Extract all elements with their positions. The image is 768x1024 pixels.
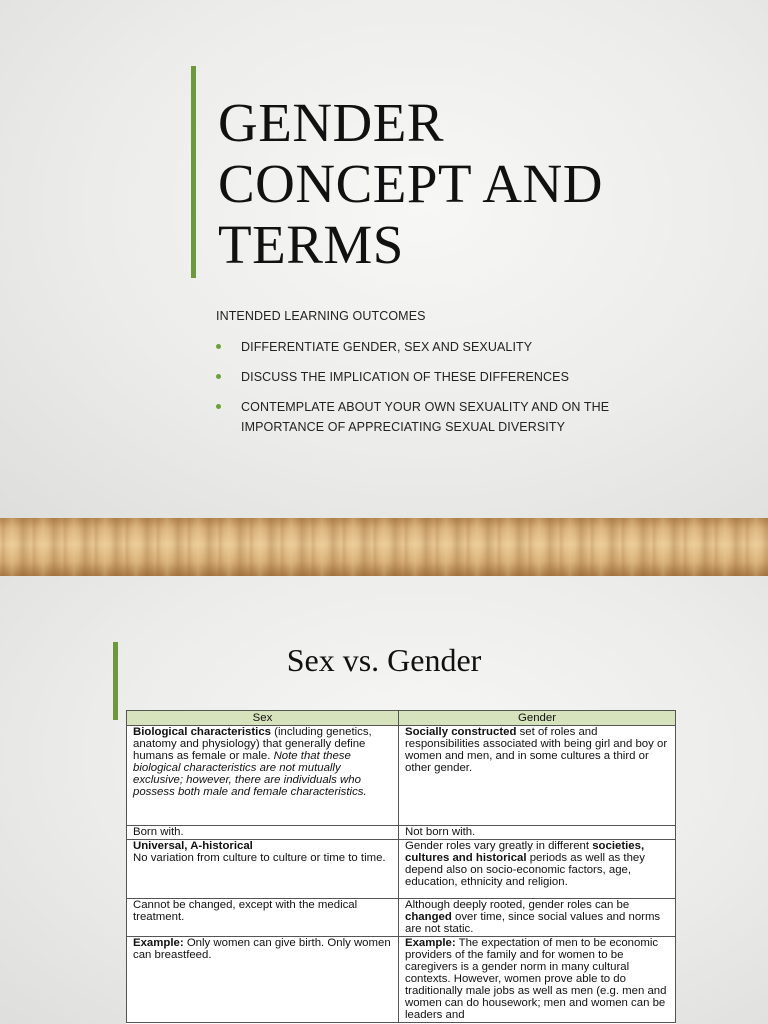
outcome-item bbox=[216, 337, 636, 357]
column-header-sex: Sex bbox=[127, 711, 399, 726]
outcome-text: DISCUSS THE IMPLICATION OF THESE DIFFERENCES bbox=[241, 370, 570, 384]
outcome-item bbox=[216, 367, 636, 387]
wood-divider bbox=[0, 518, 768, 576]
cell-text: No variation from culture to culture or time to time. bbox=[133, 852, 386, 864]
outcome-text: DIFFERENTIATE GENDER, SEX AND SEXUALITY bbox=[241, 340, 533, 354]
table-cell bbox=[399, 937, 676, 1023]
table-cell bbox=[399, 840, 676, 899]
bold-term: Universal, A-historical bbox=[133, 840, 253, 852]
cell-text: The expectation of men to be economic providers of the family and for women to be caregivers is a gender norm in many cultural contexts. However, women prove able to do traditionally male jobs as well as men (e.g. men and women can do housework; men and women can be leaders and bbox=[405, 937, 667, 1021]
bullet-dot-icon bbox=[216, 344, 221, 349]
table-row bbox=[127, 826, 676, 840]
table-cell bbox=[127, 937, 399, 1023]
outcomes-heading: INTENDED LEARNING OUTCOMES bbox=[216, 309, 426, 323]
table-row bbox=[127, 840, 676, 899]
bullet-dot-icon bbox=[216, 404, 221, 409]
bold-term: Example: bbox=[133, 937, 184, 949]
outcome-item bbox=[216, 397, 636, 437]
table-row bbox=[127, 937, 676, 1023]
title-line: CONCEPT AND bbox=[218, 153, 603, 214]
outcome-text: CONTEMPLATE ABOUT YOUR OWN SEXUALITY AND ON THE IMPORTANCE OF APPRECIATING SEXUAL DIVERSITY bbox=[241, 400, 610, 434]
table-cell bbox=[399, 899, 676, 937]
slide-sex-vs-gender bbox=[0, 576, 768, 1024]
cell-text: Although deeply rooted, gender roles can be bbox=[405, 899, 630, 911]
table-cell: Not born with. bbox=[399, 826, 676, 840]
cell-text: over time, since social values and norms are not static. bbox=[405, 911, 661, 935]
slide-title: Sex vs. Gender bbox=[286, 642, 482, 678]
table-header-row bbox=[127, 711, 676, 726]
slide-title bbox=[218, 92, 738, 275]
learning-outcomes bbox=[216, 309, 636, 447]
cell-text: Gender roles vary greatly in different bbox=[405, 840, 593, 852]
table-row bbox=[127, 899, 676, 937]
cell-text: (including genetics, anatomy and physiology) that generally define humans as female or male. bbox=[133, 726, 372, 762]
bold-term: Example: bbox=[405, 937, 456, 949]
title-line: GENDER bbox=[218, 92, 445, 153]
outcomes-list bbox=[216, 337, 636, 437]
italic-note: Note that these biological characteristics are not mutually exclusive; however, there are individuals who possess both male and female characteristics. bbox=[133, 750, 367, 798]
cell-text: set of roles and responsibilities associated with being girl and boy or women and men, and in some cultures a third or other gender. bbox=[405, 726, 668, 774]
table-cell bbox=[127, 726, 399, 826]
table-cell: Born with. bbox=[127, 826, 399, 840]
bold-term: changed bbox=[405, 911, 452, 923]
table-cell: Cannot be changed, except with the medical treatment. bbox=[127, 899, 399, 937]
sex-vs-gender-table bbox=[126, 710, 676, 1023]
bullet-dot-icon bbox=[216, 374, 221, 379]
title-line: TERMS bbox=[218, 214, 404, 275]
cell-text: Only women can give birth. Only women can breastfeed. bbox=[133, 937, 391, 961]
table-cell bbox=[399, 726, 676, 826]
bold-term: Socially constructed bbox=[405, 726, 517, 738]
title-accent-bar bbox=[191, 66, 196, 278]
table-cell bbox=[127, 840, 399, 899]
bold-term: Biological characteristics bbox=[133, 726, 272, 738]
comparison-table-image bbox=[126, 710, 676, 1024]
cell-text: periods as well as they depend also on socio-economic factors, age, education, ethnicity and religion. bbox=[405, 852, 645, 888]
bold-term: societies, cultures and historical bbox=[405, 840, 645, 864]
table-row bbox=[127, 726, 676, 826]
column-header-gender: Gender bbox=[399, 711, 676, 726]
